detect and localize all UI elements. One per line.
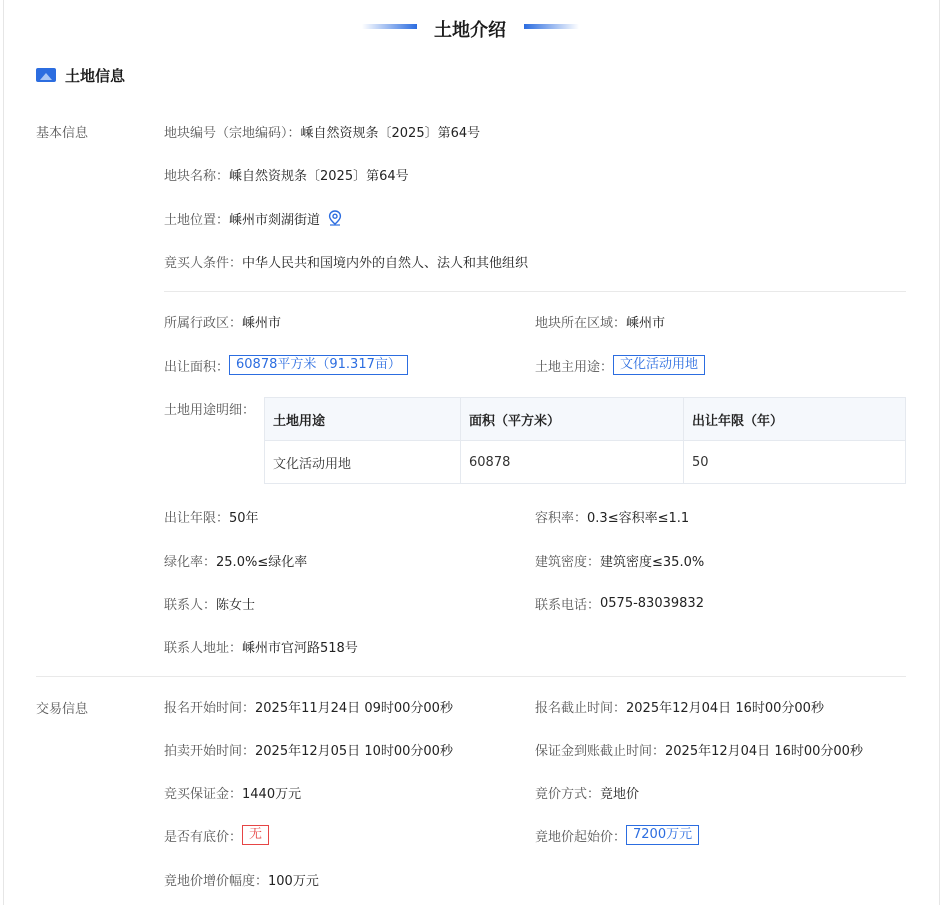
table-header: 出让年限（年）	[684, 398, 906, 441]
field-key: 土地主用途：	[535, 359, 614, 375]
area-region-field	[535, 310, 665, 332]
deposit-field	[164, 781, 301, 803]
field-value: 2025年11月24日 09时00分00秒	[255, 700, 453, 716]
transfer-area-field	[164, 354, 408, 376]
bid-method-field	[535, 781, 639, 803]
field-value: 中华人民共和国境内外的自然人、法人和其他组织	[242, 255, 529, 271]
table-cell: 50	[684, 441, 906, 484]
image-icon	[36, 68, 56, 82]
phone-field	[535, 592, 704, 614]
field-value: 2025年12月05日 10时00分00秒	[255, 743, 453, 759]
field-key: 竟买人条件：	[164, 255, 243, 271]
divider	[36, 676, 906, 677]
page-title: 土地介绍	[434, 20, 506, 41]
field-key: 是否有底价：	[164, 829, 243, 845]
field-value: 嵊州市	[626, 315, 666, 331]
section-header	[36, 64, 125, 86]
table-header-row	[265, 398, 906, 441]
field-key: 联系电话：	[535, 597, 601, 613]
far-field	[535, 505, 689, 527]
table-header: 面积（平方米）	[461, 398, 684, 441]
field-key: 绿化率：	[164, 554, 217, 570]
reg-end-field	[535, 695, 824, 717]
field-value: 100万元	[268, 873, 319, 889]
field-value: 0.3≤容积率≤1.1	[587, 510, 690, 526]
start-price-tag: 7200万元	[626, 825, 699, 845]
field-value: 0575-83039832	[600, 595, 704, 611]
contact-field	[164, 592, 255, 614]
field-value: 嵊州市官河路518号	[242, 640, 358, 656]
field-key: 竟价方式：	[535, 786, 601, 802]
field-value: 嵊州市	[242, 315, 282, 331]
field-key: 报名开始时间：	[164, 700, 256, 716]
field-key: 保证金到账截止时间：	[535, 743, 666, 759]
field-value: 竟地价	[600, 786, 640, 802]
district-field	[164, 310, 281, 332]
divider	[164, 291, 906, 292]
address-field	[164, 635, 358, 657]
field-key: 竟地价增价幅度：	[164, 873, 269, 889]
reserve-price-tag: 无	[242, 825, 269, 845]
bidder-condition-field	[164, 250, 528, 272]
field-key: 拍卖开始时间：	[164, 743, 256, 759]
field-key: 容积率：	[535, 510, 588, 526]
plot-name-field	[164, 163, 409, 185]
use-detail-field	[164, 397, 255, 419]
group-label-trade: 交易信息	[36, 702, 89, 717]
group-label-basic: 基本信息	[36, 126, 89, 141]
map-pin-icon[interactable]	[328, 210, 342, 226]
field-key: 地块编号（宗地编码）：	[164, 125, 301, 141]
land-use-table	[264, 397, 906, 484]
title-decor-right	[524, 24, 579, 29]
field-value: 1440万元	[242, 786, 302, 802]
deposit-deadline-field	[535, 738, 863, 760]
field-key: 报名截止时间：	[535, 700, 627, 716]
green-rate-field	[164, 549, 307, 571]
term-field	[164, 505, 259, 527]
main-use-tag: 文化活动用地	[613, 355, 705, 375]
table-cell: 60878	[461, 441, 684, 484]
table-cell: 文化活动用地	[265, 441, 461, 484]
reg-start-field	[164, 695, 453, 717]
start-price-field	[535, 824, 699, 846]
main-use-field	[535, 354, 705, 376]
field-key: 竞买保证金：	[164, 786, 243, 802]
field-value: 建筑密度≤35.0%	[600, 554, 705, 570]
field-key: 所属行政区：	[164, 315, 243, 331]
field-key: 竟地价起始价：	[535, 829, 627, 845]
table-header: 土地用途	[265, 398, 461, 441]
field-value: 陈女士	[216, 597, 256, 613]
field-key: 联系人：	[164, 597, 217, 613]
field-value: 嵊自然资规条〔2025〕第64号	[300, 125, 481, 141]
field-key: 土地用途明细：	[164, 402, 256, 418]
field-key: 出让年限：	[164, 510, 230, 526]
field-key: 地块名称：	[164, 168, 230, 184]
field-value: 嵊州市剡湖街道	[229, 212, 321, 228]
field-key: 土地位置：	[164, 212, 230, 228]
field-value: 2025年12月04日 16时00分00秒	[665, 743, 863, 759]
table-row	[265, 441, 906, 484]
field-value: 25.0%≤绿化率	[216, 554, 308, 570]
plot-code-field	[164, 120, 480, 142]
reserve-price-field	[164, 824, 269, 846]
transfer-area-tag: 60878平方米（91.317亩）	[229, 355, 408, 375]
field-key: 地块所在区域：	[535, 315, 627, 331]
density-field	[535, 549, 704, 571]
field-key: 出让面积：	[164, 359, 230, 375]
field-value: 2025年12月04日 16时00分00秒	[626, 700, 824, 716]
field-value: 嵊自然资规条〔2025〕第64号	[229, 168, 409, 184]
title-decor-left	[362, 24, 417, 29]
section-title: 土地信息	[65, 66, 126, 85]
page-header	[0, 14, 942, 40]
field-key: 建筑密度：	[535, 554, 601, 570]
field-value: 50年	[229, 510, 259, 526]
field-key: 联系人地址：	[164, 640, 243, 656]
auction-start-field	[164, 738, 453, 760]
location-field	[164, 207, 342, 229]
increment-field	[164, 868, 319, 890]
